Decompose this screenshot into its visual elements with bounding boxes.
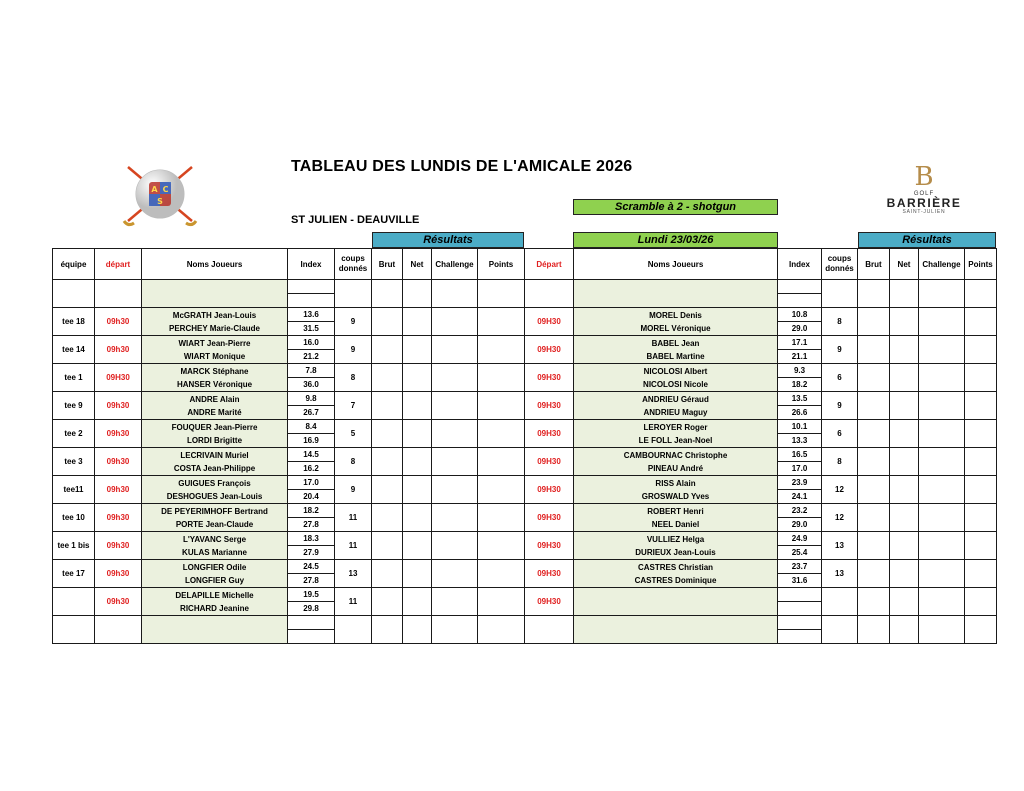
format-banner: Scramble à 2 - shotgun bbox=[573, 199, 778, 215]
coups-left: 8 bbox=[335, 448, 372, 476]
table-row bbox=[53, 532, 997, 560]
coups-left: 11 bbox=[335, 532, 372, 560]
index-cell bbox=[778, 588, 822, 616]
table-row bbox=[53, 392, 997, 420]
index-cell: 9.3 18.2 bbox=[778, 364, 822, 392]
col-names-left: Noms Joueurs bbox=[142, 249, 288, 280]
result-cell[interactable] bbox=[965, 448, 997, 476]
result-cell[interactable] bbox=[965, 504, 997, 532]
result-cell[interactable] bbox=[478, 336, 525, 364]
col-net-left: Net bbox=[403, 249, 432, 280]
player-names-left: LECRIVAIN Muriel COSTA Jean-Philippe bbox=[142, 448, 288, 476]
result-cell[interactable] bbox=[372, 616, 403, 644]
col-team: équipe bbox=[53, 249, 95, 280]
result-cell[interactable] bbox=[478, 588, 525, 616]
col-names-right: Noms Joueurs bbox=[574, 249, 778, 280]
results-table bbox=[52, 248, 997, 644]
depart-time-left: 09h30 bbox=[95, 336, 142, 364]
depart-time-right: 09H30 bbox=[525, 308, 574, 336]
depart-time-left: 09h30 bbox=[95, 420, 142, 448]
coups-left: 9 bbox=[335, 336, 372, 364]
result-cell[interactable] bbox=[403, 448, 432, 476]
result-cell[interactable] bbox=[965, 588, 997, 616]
depart-time-left: 09H30 bbox=[95, 364, 142, 392]
venue-label: ST JULIEN - DEAUVILLE bbox=[291, 214, 420, 226]
col-coups-left: coups donnés bbox=[335, 249, 372, 280]
index-cell: 16.0 21.2 bbox=[288, 336, 335, 364]
table-row bbox=[53, 476, 997, 504]
result-cell[interactable] bbox=[858, 588, 890, 616]
depart-time-right: 09H30 bbox=[525, 504, 574, 532]
index-cell: 23.7 31.6 bbox=[778, 560, 822, 588]
result-cell[interactable] bbox=[478, 392, 525, 420]
result-cell[interactable] bbox=[372, 588, 403, 616]
coups-left: 9 bbox=[335, 476, 372, 504]
team-cell: tee 1 bis bbox=[53, 532, 95, 560]
result-cell[interactable] bbox=[478, 364, 525, 392]
result-cell[interactable] bbox=[432, 280, 478, 308]
index-cell: 23.2 29.0 bbox=[778, 504, 822, 532]
result-cell[interactable] bbox=[403, 364, 432, 392]
result-cell[interactable] bbox=[919, 560, 965, 588]
index-cell: 24.9 25.4 bbox=[778, 532, 822, 560]
result-cell[interactable] bbox=[478, 308, 525, 336]
result-cell[interactable] bbox=[432, 364, 478, 392]
team-cell: tee11 bbox=[53, 476, 95, 504]
team-cell bbox=[53, 588, 95, 616]
result-cell[interactable] bbox=[372, 560, 403, 588]
col-brut-right: Brut bbox=[858, 249, 890, 280]
player-names-right: NICOLOSI Albert NICOLOSI Nicole bbox=[574, 364, 778, 392]
index-cell: 13.6 31.5 bbox=[288, 308, 335, 336]
table-row bbox=[53, 504, 997, 532]
results-banner-left: Résultats bbox=[372, 232, 524, 248]
result-cell[interactable] bbox=[403, 616, 432, 644]
team-cell: tee 10 bbox=[53, 504, 95, 532]
result-cell[interactable] bbox=[403, 280, 432, 308]
player-names-left: L'YAVANC Serge KULAS Marianne bbox=[142, 532, 288, 560]
player-names-right: BABEL Jean BABEL Martine bbox=[574, 336, 778, 364]
coups-right: 12 bbox=[822, 476, 858, 504]
result-cell[interactable] bbox=[403, 560, 432, 588]
coups-right bbox=[822, 588, 858, 616]
player-names-left: MARCK Stéphane HANSER Véronique bbox=[142, 364, 288, 392]
result-cell[interactable] bbox=[478, 616, 525, 644]
result-cell[interactable] bbox=[890, 616, 919, 644]
player-names-right bbox=[574, 588, 778, 616]
result-cell[interactable] bbox=[858, 476, 890, 504]
player-names-right: CAMBOURNAC Christophe PINEAU André bbox=[574, 448, 778, 476]
result-cell[interactable] bbox=[858, 532, 890, 560]
col-challenge-left: Challenge bbox=[432, 249, 478, 280]
result-cell[interactable] bbox=[403, 308, 432, 336]
table-row bbox=[53, 280, 997, 308]
index-cell: 17.1 21.1 bbox=[778, 336, 822, 364]
coups-right: 6 bbox=[822, 364, 858, 392]
result-cell[interactable] bbox=[858, 420, 890, 448]
team-cell: tee 14 bbox=[53, 336, 95, 364]
result-cell[interactable] bbox=[919, 280, 965, 308]
result-cell[interactable] bbox=[403, 588, 432, 616]
depart-time-left: 09h30 bbox=[95, 392, 142, 420]
table-row bbox=[53, 336, 997, 364]
depart-time-right: 09H30 bbox=[525, 588, 574, 616]
result-cell[interactable] bbox=[372, 448, 403, 476]
result-cell[interactable] bbox=[372, 364, 403, 392]
col-net-right: Net bbox=[890, 249, 919, 280]
player-names-left: DELAPILLE Michelle RICHARD Jeanine bbox=[142, 588, 288, 616]
result-cell[interactable] bbox=[478, 476, 525, 504]
result-cell[interactable] bbox=[919, 616, 965, 644]
player-names-left: ANDRE Alain ANDRE Marité bbox=[142, 392, 288, 420]
coups-right: 8 bbox=[822, 308, 858, 336]
date-banner: Lundi 23/03/26 bbox=[573, 232, 778, 248]
result-cell[interactable] bbox=[432, 476, 478, 504]
table-row bbox=[53, 588, 997, 616]
coups-left: 9 bbox=[335, 308, 372, 336]
coups-left: 5 bbox=[335, 420, 372, 448]
player-names-right: VULLIEZ Helga DURIEUX Jean-Louis bbox=[574, 532, 778, 560]
result-cell[interactable] bbox=[432, 336, 478, 364]
result-cell[interactable] bbox=[919, 504, 965, 532]
col-brut-left: Brut bbox=[372, 249, 403, 280]
team-cell: tee 17 bbox=[53, 560, 95, 588]
coups-right: 13 bbox=[822, 532, 858, 560]
svg-text:C: C bbox=[162, 185, 169, 194]
depart-time-left: 09h30 bbox=[95, 532, 142, 560]
col-depart-left: départ bbox=[95, 249, 142, 280]
depart-time-left: 09h30 bbox=[95, 588, 142, 616]
result-cell[interactable] bbox=[965, 476, 997, 504]
result-cell[interactable] bbox=[919, 588, 965, 616]
result-cell[interactable] bbox=[858, 392, 890, 420]
index-cell: 19.5 29.8 bbox=[288, 588, 335, 616]
team-cell: tee 2 bbox=[53, 420, 95, 448]
index-cell: 10.8 29.0 bbox=[778, 308, 822, 336]
depart-time-right: 09H30 bbox=[525, 532, 574, 560]
index-cell: 7.8 36.0 bbox=[288, 364, 335, 392]
result-cell[interactable] bbox=[919, 392, 965, 420]
col-points-right: Points bbox=[965, 249, 997, 280]
result-cell[interactable] bbox=[890, 336, 919, 364]
depart-time-right: 09H30 bbox=[525, 364, 574, 392]
result-cell[interactable] bbox=[403, 420, 432, 448]
table-row bbox=[53, 448, 997, 476]
result-cell[interactable] bbox=[890, 308, 919, 336]
table-row bbox=[53, 560, 997, 588]
result-cell[interactable] bbox=[372, 504, 403, 532]
result-cell[interactable] bbox=[858, 364, 890, 392]
index-cell: 23.9 24.1 bbox=[778, 476, 822, 504]
result-cell[interactable] bbox=[919, 308, 965, 336]
result-cell[interactable] bbox=[432, 616, 478, 644]
player-names-left: WIART Jean-Pierre WIART Monique bbox=[142, 336, 288, 364]
table-row bbox=[53, 420, 997, 448]
table-row bbox=[53, 308, 997, 336]
depart-time-left: 09h30 bbox=[95, 448, 142, 476]
result-cell[interactable] bbox=[919, 448, 965, 476]
result-cell[interactable] bbox=[403, 476, 432, 504]
result-cell[interactable] bbox=[478, 280, 525, 308]
result-cell[interactable] bbox=[890, 448, 919, 476]
result-cell[interactable] bbox=[858, 336, 890, 364]
result-cell[interactable] bbox=[478, 560, 525, 588]
result-cell[interactable] bbox=[478, 420, 525, 448]
team-cell: tee 18 bbox=[53, 308, 95, 336]
result-cell[interactable] bbox=[858, 560, 890, 588]
index-cell: 16.5 17.0 bbox=[778, 448, 822, 476]
result-cell[interactable] bbox=[403, 504, 432, 532]
result-cell[interactable] bbox=[965, 280, 997, 308]
result-cell[interactable] bbox=[432, 532, 478, 560]
result-cell[interactable] bbox=[403, 336, 432, 364]
result-cell[interactable] bbox=[890, 280, 919, 308]
svg-text:S: S bbox=[157, 197, 163, 206]
header-row bbox=[53, 249, 997, 280]
result-cell[interactable] bbox=[478, 532, 525, 560]
col-coups-right: coups donnés bbox=[822, 249, 858, 280]
results-banner-right: Résultats bbox=[858, 232, 996, 248]
col-challenge-right: Challenge bbox=[919, 249, 965, 280]
result-cell[interactable] bbox=[965, 364, 997, 392]
result-cell[interactable] bbox=[890, 560, 919, 588]
result-cell[interactable] bbox=[919, 532, 965, 560]
index-cell: 17.0 20.4 bbox=[288, 476, 335, 504]
result-cell[interactable] bbox=[858, 448, 890, 476]
col-index-left: Index bbox=[288, 249, 335, 280]
player-names-right: MOREL Denis MOREL Véronique bbox=[574, 308, 778, 336]
result-cell[interactable] bbox=[890, 504, 919, 532]
result-cell[interactable] bbox=[919, 476, 965, 504]
coups-left: 11 bbox=[335, 588, 372, 616]
player-names-right: ANDRIEU Géraud ANDRIEU Maguy bbox=[574, 392, 778, 420]
player-names-right: RISS Alain GROSWALD Yves bbox=[574, 476, 778, 504]
result-cell[interactable] bbox=[919, 364, 965, 392]
col-points-left: Points bbox=[478, 249, 525, 280]
player-names-right: LEROYER Roger LE FOLL Jean-Noel bbox=[574, 420, 778, 448]
result-cell[interactable] bbox=[965, 392, 997, 420]
coups-left: 7 bbox=[335, 392, 372, 420]
player-names-left: LONGFIER Odile LONGFIER Guy bbox=[142, 560, 288, 588]
player-names-left: McGRATH Jean-Louis PERCHEY Marie-Claude bbox=[142, 308, 288, 336]
result-cell[interactable] bbox=[890, 420, 919, 448]
result-cell[interactable] bbox=[890, 364, 919, 392]
result-cell[interactable] bbox=[432, 588, 478, 616]
team-cell: tee 1 bbox=[53, 364, 95, 392]
result-cell[interactable] bbox=[919, 336, 965, 364]
depart-time-left: 09h30 bbox=[95, 476, 142, 504]
result-cell[interactable] bbox=[403, 532, 432, 560]
depart-time-right: 09H30 bbox=[525, 560, 574, 588]
index-cell: 10.1 13.3 bbox=[778, 420, 822, 448]
depart-time-left: 09h30 bbox=[95, 504, 142, 532]
player-names-left: GUIGUES François DESHOGUES Jean-Louis bbox=[142, 476, 288, 504]
table-body bbox=[53, 280, 997, 644]
index-cell: 14.5 16.2 bbox=[288, 448, 335, 476]
result-cell[interactable] bbox=[858, 504, 890, 532]
coups-right: 9 bbox=[822, 392, 858, 420]
result-cell[interactable] bbox=[372, 280, 403, 308]
player-names-left: FOUQUER Jean-Pierre LORDI Brigitte bbox=[142, 420, 288, 448]
result-cell[interactable] bbox=[432, 504, 478, 532]
index-cell: 8.4 16.9 bbox=[288, 420, 335, 448]
result-cell[interactable] bbox=[858, 280, 890, 308]
index-cell: 13.5 26.6 bbox=[778, 392, 822, 420]
depart-time-right: 09H30 bbox=[525, 336, 574, 364]
coups-left: 11 bbox=[335, 504, 372, 532]
result-cell[interactable] bbox=[432, 392, 478, 420]
result-cell[interactable] bbox=[432, 420, 478, 448]
result-cell[interactable] bbox=[858, 616, 890, 644]
result-cell[interactable] bbox=[478, 448, 525, 476]
coups-left: 8 bbox=[335, 364, 372, 392]
result-cell[interactable] bbox=[372, 392, 403, 420]
result-cell[interactable] bbox=[965, 308, 997, 336]
coups-right: 13 bbox=[822, 560, 858, 588]
result-cell[interactable] bbox=[890, 532, 919, 560]
result-cell[interactable] bbox=[965, 336, 997, 364]
svg-text:A: A bbox=[151, 185, 158, 194]
result-cell[interactable] bbox=[858, 308, 890, 336]
coups-right: 8 bbox=[822, 448, 858, 476]
player-names-right: CASTRES Christian CASTRES Dominique bbox=[574, 560, 778, 588]
page-title: TABLEAU DES LUNDIS DE L'AMICALE 2026 bbox=[291, 158, 633, 175]
result-cell[interactable] bbox=[432, 448, 478, 476]
result-cell[interactable] bbox=[965, 560, 997, 588]
index-cell: 18.2 27.8 bbox=[288, 504, 335, 532]
index-cell: 9.8 26.7 bbox=[288, 392, 335, 420]
coups-right: 9 bbox=[822, 336, 858, 364]
result-cell[interactable] bbox=[478, 504, 525, 532]
depart-time-right: 09H30 bbox=[525, 420, 574, 448]
result-cell[interactable] bbox=[965, 420, 997, 448]
player-names-left: DE PEYERIMHOFF Bertrand PORTE Jean-Claude bbox=[142, 504, 288, 532]
result-cell[interactable] bbox=[372, 336, 403, 364]
result-cell[interactable] bbox=[965, 616, 997, 644]
result-cell[interactable] bbox=[890, 588, 919, 616]
coups-right: 6 bbox=[822, 420, 858, 448]
depart-time-left: 09h30 bbox=[95, 308, 142, 336]
depart-time-right: 09H30 bbox=[525, 448, 574, 476]
result-cell[interactable] bbox=[432, 308, 478, 336]
acs-logo bbox=[120, 163, 200, 229]
result-cell[interactable] bbox=[432, 560, 478, 588]
depart-time-right: 09H30 bbox=[525, 392, 574, 420]
col-index-right: Index bbox=[778, 249, 822, 280]
barriere-logo: B GOLF BARRIÈRE SAINT-JULIEN bbox=[886, 162, 962, 215]
result-cell[interactable] bbox=[403, 392, 432, 420]
table-row bbox=[53, 616, 997, 644]
result-cell[interactable] bbox=[965, 532, 997, 560]
player-names-right: ROBERT Henri NEEL Daniel bbox=[574, 504, 778, 532]
index-cell: 18.3 27.9 bbox=[288, 532, 335, 560]
result-cell[interactable] bbox=[919, 420, 965, 448]
result-cell[interactable] bbox=[372, 476, 403, 504]
col-depart-right: Départ bbox=[525, 249, 574, 280]
result-cell[interactable] bbox=[372, 420, 403, 448]
coups-right: 12 bbox=[822, 504, 858, 532]
result-cell[interactable] bbox=[372, 532, 403, 560]
depart-time-left: 09h30 bbox=[95, 560, 142, 588]
team-cell: tee 3 bbox=[53, 448, 95, 476]
result-cell[interactable] bbox=[372, 308, 403, 336]
index-cell: 24.5 27.8 bbox=[288, 560, 335, 588]
result-cell[interactable] bbox=[890, 392, 919, 420]
team-cell: tee 9 bbox=[53, 392, 95, 420]
table-row bbox=[53, 364, 997, 392]
result-cell[interactable] bbox=[890, 476, 919, 504]
coups-left: 13 bbox=[335, 560, 372, 588]
depart-time-right: 09H30 bbox=[525, 476, 574, 504]
